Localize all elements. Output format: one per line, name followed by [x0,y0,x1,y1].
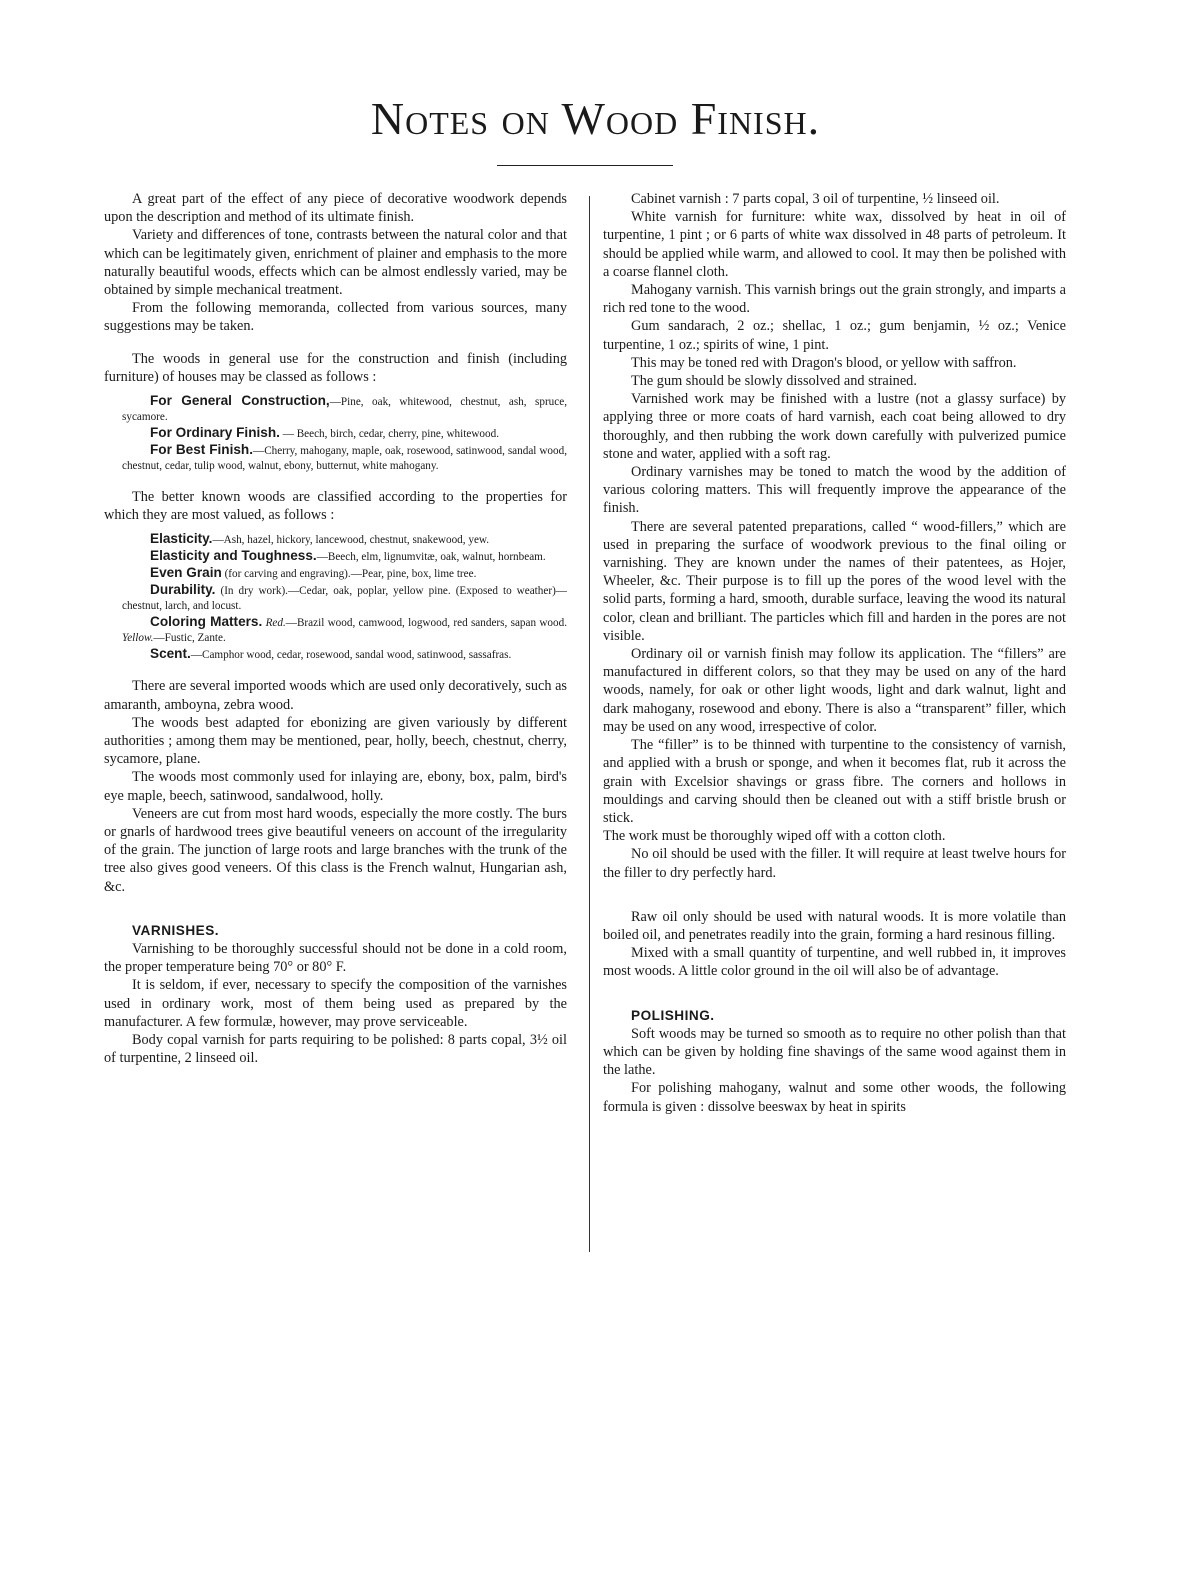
paragraph: Soft woods may be turned so smooth as to require no other polish than that which can be given by holding fine shavings of the same wood against them in the lathe. [603,1025,1066,1079]
paragraph: Mahogany varnish. This varnish brings out the grain strongly, and imparts a rich red tone to the wood. [603,282,1066,317]
red-text: —Brazil wood, camwood, logwood, red sanders, sapan wood. [285,617,568,630]
paragraph: From the following memoranda, collected from various sources, many suggestions may be taken. [104,300,567,335]
property-entry [104,582,567,614]
paragraph: A great part of the effect of any piece of decorative woodwork depends upon the description and method of its ultimate finish. [104,191,567,226]
paragraph: Veneers are cut from most hard woods, especially the more costly. The burs or gnarls of hardwood trees give beautiful veneers on account of the irregularity of the grain. The junction of large roots and large branches with the trunk of the tree also gives good veneers. Of this class is the French walnut, Hungarian ash, &c. [104,805,567,895]
property-entry [104,565,567,582]
page-title: Notes on Wood Finish. [370,93,821,144]
paragraph: There are several patented preparations, called “ wood-fillers,” which are used in preparing the surface of woodwork previous to the final oiling or varnishing. They are known under the names of their patentees, as Hojer, Wheeler, &c. Their purpose is to fill up the pores of the wood level with the solid parts, forming a hard, smooth, durable surface, leaving the wood its natural color, clean and brilliant. The particles which fill and harden in the pores are not visible. [603,518,1066,644]
paragraph: The woods best adapted for ebonizing are given variously by different authorities ; among them may be mentioned, pear, holly, beech, chestnut, cherry, sycamore, plane. [104,714,567,768]
property-text: (for carving and engraving).—Pear, pine, box, lime tree. [221,568,477,581]
paragraph: Varnished work may be finished with a lustre (not a glassy surface) by applying three or more coats of hard varnish, each coat being allowed to dry thoroughly, and then rubbing the work down carefully with pulverized pumice stone and water, applied with a soft rag. [603,391,1066,462]
property-text: (In dry work).—Cedar, oak, poplar, yellow pine. (Exposed to weather)—chestnut, larch, and locust. [122,585,567,613]
paragraph: White varnish for furniture: white wax, dissolved by heat in oil of turpentine, 1 pint ; or 6 parts of white wax dissolved in 48 parts of petroleum. It should be applied while warm, and allowed to cool. It may then be polished with a coarse flannel cloth. [603,209,1066,280]
paragraph: Cabinet varnish : 7 parts copal, 3 oil of turpentine, ½ linseed oil. [631,191,1000,207]
paragraph: No oil should be used with the filler. It will require at least twelve hours for the filler to dry perfectly hard. [603,846,1066,881]
paragraph: Ordinary varnishes may be toned to match the wood by the addition of various coloring matters. This will frequently improve the appearance of the finish. [603,464,1066,517]
property-text: —Beech, elm, lignumvitæ, oak, walnut, hornbeam. [316,551,546,564]
paragraph: For polishing mahogany, walnut and some other woods, the following formula is given : dissolve beeswax by heat in spirits [603,1080,1066,1115]
column-divider [589,196,590,1252]
class-entry [104,425,567,442]
yellow-label: Yellow. [122,632,154,645]
class-entry [104,442,567,474]
class-text: —Cherry, mahogany, maple, oak, rosewood, satinwood, sandal wood, chestnut, cedar, tulip wood, walnut, ebony, butternut, white mahogany. [122,445,567,473]
paragraph: Varnishing to be thoroughly successful should not be done in a cold room, the proper temperature being 70° or 80° F. [104,941,567,976]
paragraph: Raw oil only should be used with natural woods. It is more volatile than boiled oil, and penetrates readily into the grain, forming a hard resinous filling. [603,908,1066,943]
property-term: Scent. [150,646,191,662]
paragraph: The woods most commonly used for inlaying are, ebony, box, palm, bird's eye maple, beech, satinwood, sandalwood, holly. [104,769,567,804]
paragraph: The woods in general use for the construction and finish (including furniture) of houses may be classed as follows : [104,350,567,385]
right-column [603,190,1066,1116]
class-text: — Beech, birch, cedar, cherry, pine, whitewood. [279,428,499,441]
paragraph: Ordinary oil or varnish finish may follow its application. The “fillers” are manufactured in different colors, so that they may be used on any of the hard woods, namely, for oak or other light woods, light and dark walnut, light and dark mahogany, rosewood and ebony. There is also a “transparent” filler, which may be used on any wood, irrespective of color. [603,646,1066,735]
paragraph: The gum should be slowly dissolved and strained. [631,373,917,390]
property-term: Durability. [150,582,216,598]
property-term: Elasticity and Toughness. [150,548,317,564]
paragraph: There are several imported woods which are used only decoratively, such as amaranth, amboyna, zebra wood. [104,678,567,713]
paragraph: Mixed with a small quantity of turpentine, and well rubbed in, it improves most woods. A little color ground in the oil will also be of advantage. [603,945,1066,980]
property-entry [104,548,567,565]
paragraph: This may be toned red with Dragon's blood, or yellow with saffron. [631,354,1017,371]
left-column [104,190,567,1068]
property-term: Elasticity. [150,531,213,547]
paragraph: The better known woods are classified according to the properties for which they are most valued, as follows : [104,489,567,524]
class-text: —Pine, oak, whitewood, chestnut, ash, spruce, sycamore. [122,396,567,424]
varnishes-heading: VARNISHES. [132,922,220,938]
paragraph: Body copal varnish for parts requiring to be polished: 8 parts copal, 3½ oil of turpentine, 2 linseed oil. [104,1032,567,1067]
paragraph: The work must be thoroughly wiped off with a cotton cloth. [603,828,946,845]
paragraph: Variety and differences of tone, contrasts between the natural color and that which can be legitimately given, enrichment of plainer and emphasis to the more naturally beautiful woods, effects which can be almost endlessly varied, may be obtained by simple mechanical treatment. [104,227,567,299]
title-rule [497,165,673,166]
paragraph: The “filler” is to be thinned with turpentine to the consistency of varnish, and applied with a brush or sponge, and when it becomes flat, rub it across the grain with Excelsior shavings or grass fibre. The corners and hollows in mouldings and carving should then be cleaned out with a stiff bristle brush or stick. [603,737,1066,826]
class-term: For Ordinary Finish. [150,425,280,441]
property-term: Even Grain [150,565,222,581]
property-entry [104,646,567,663]
paragraph: Gum sandarach, 2 oz.; shellac, 1 oz.; gum benjamin, ½ oz.; Venice turpentine, 1 oz.; spirits of wine, 1 pint. [603,318,1066,353]
property-text: —Ash, hazel, hickory, lancewood, chestnut, snakewood, yew. [212,534,490,547]
class-term: For Best Finish. [150,442,254,458]
property-entry [104,614,567,646]
property-term: Coloring Matters. [150,614,263,630]
paragraph: It is seldom, if ever, necessary to specify the composition of the varnishes used in ordinary work, most of them being used as prepared by the manufacturer. A few formulæ, however, may prove serviceable. [104,977,567,1030]
yellow-text: —Fustic, Zante. [153,632,226,645]
property-entry [104,531,567,548]
class-term: For General Construction, [150,393,330,409]
red-label: Red. [265,617,286,630]
polishing-heading: POLISHING. [631,1007,715,1023]
class-entry [104,393,567,425]
property-text: —Camphor wood, cedar, rosewood, sandal wood, satinwood, sassafras. [190,649,512,662]
